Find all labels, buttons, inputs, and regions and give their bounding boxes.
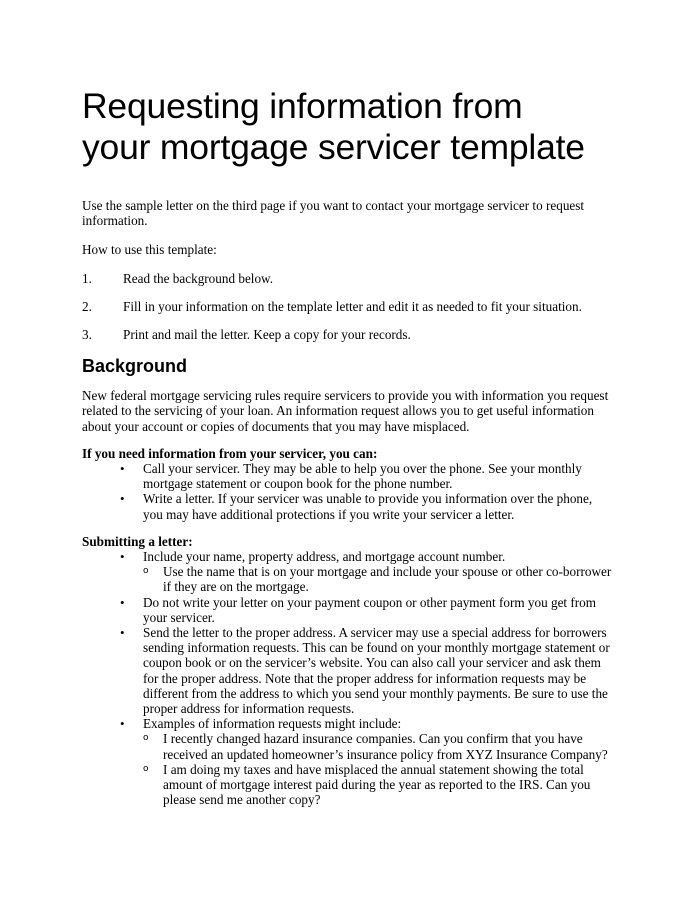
sub-list-item — [143, 731, 613, 761]
steps-list — [82, 271, 613, 343]
need-info-heading: If you need information from your servicer, you can: — [82, 445, 378, 461]
sub-list-item-text: I recently changed hazard insurance companies. Can you confirm that you have received an updated homeowner’s insurance policy from XYZ Insurance Company? — [163, 731, 608, 762]
submitting-heading: Submitting a letter: — [82, 533, 193, 549]
intro-paragraph: Use the sample letter on the third page if you want to contact your mortgage servicer to request information. — [82, 198, 585, 229]
step-number: 2. — [82, 298, 92, 314]
bullet-icon: • — [120, 549, 125, 565]
background-paragraph: New federal mortgage servicing rules require servicers to provide you with information you request related to the servicing of your loan. An information request allows you to get useful information about your account or copies of documents that you may have misplaced. — [82, 388, 609, 434]
step-text: Fill in your information on the template letter and edit it as needed to fit your situation. — [123, 298, 582, 314]
step-item — [82, 299, 613, 314]
list-item-text: Examples of information requests might include: — [143, 716, 402, 732]
submitting-section — [82, 534, 613, 808]
need-info-section — [82, 446, 613, 522]
step-item — [82, 271, 613, 286]
step-number: 1. — [82, 270, 92, 286]
list-item — [82, 461, 613, 491]
sub-list — [143, 564, 613, 594]
list-item — [82, 716, 613, 807]
need-info-list — [82, 461, 613, 522]
bullet-icon: • — [120, 594, 125, 610]
sub-list — [143, 731, 613, 807]
list-item — [82, 491, 613, 521]
list-item-text: Send the letter to the proper address. A servicer may use a special address for borrowers sending information requests. This can be found on your monthly mortgage statement or coupon book or on the servicer’s website. You can also call your servicer and ask them for the proper address. Note that the proper address for information requests may be different from the address to which you send your monthly payments. Be sure to use the proper address for information requests. — [143, 625, 610, 717]
page-title-line-2: your mortgage servicer template — [82, 127, 585, 167]
step-text: Print and mail the letter. Keep a copy for your records. — [123, 327, 411, 343]
how-to-label: How to use this template: — [82, 242, 217, 258]
circle-bullet-icon: o — [143, 733, 149, 744]
submitting-list — [82, 549, 613, 807]
list-item-text: Do not write your letter on your payment coupon or other payment form you get from your servicer. — [143, 594, 597, 625]
bullet-icon: • — [120, 716, 125, 732]
step-text: Read the background below. — [123, 270, 274, 286]
sub-list-item-text: I am doing my taxes and have misplaced the annual statement showing the total amount of mortgage interest paid during the year as reported to the IRS. Can you please send me another copy? — [163, 761, 591, 808]
circle-bullet-icon: o — [143, 763, 149, 774]
list-item-text: Include your name, property address, and mortgage account number. — [143, 549, 506, 565]
sub-list-item — [143, 762, 613, 808]
list-item-text: Call your servicer. They may be able to help you over the phone. See your monthly mortgage statement or coupon book for the phone number. — [143, 461, 582, 492]
step-number: 3. — [82, 327, 92, 343]
bullet-icon: • — [120, 491, 125, 507]
list-item — [82, 625, 613, 716]
list-item — [82, 549, 613, 595]
circle-bullet-icon: o — [143, 566, 149, 577]
page-title — [82, 86, 613, 168]
list-item-text: Write a letter. If your servicer was unable to provide you information over the phone, you may have additional protections if you write your servicer a letter. — [143, 491, 593, 522]
list-item — [82, 595, 613, 625]
page-title-line-1: Requesting information from — [82, 86, 523, 126]
sub-list-item-text: Use the name that is on your mortgage and include your spouse or other co-borrower if they are on the mortgage. — [163, 564, 612, 595]
sub-list-item — [143, 564, 613, 594]
step-item — [82, 327, 613, 342]
bullet-icon: • — [120, 461, 125, 477]
bullet-icon: • — [120, 625, 125, 641]
background-heading: Background — [82, 356, 188, 377]
